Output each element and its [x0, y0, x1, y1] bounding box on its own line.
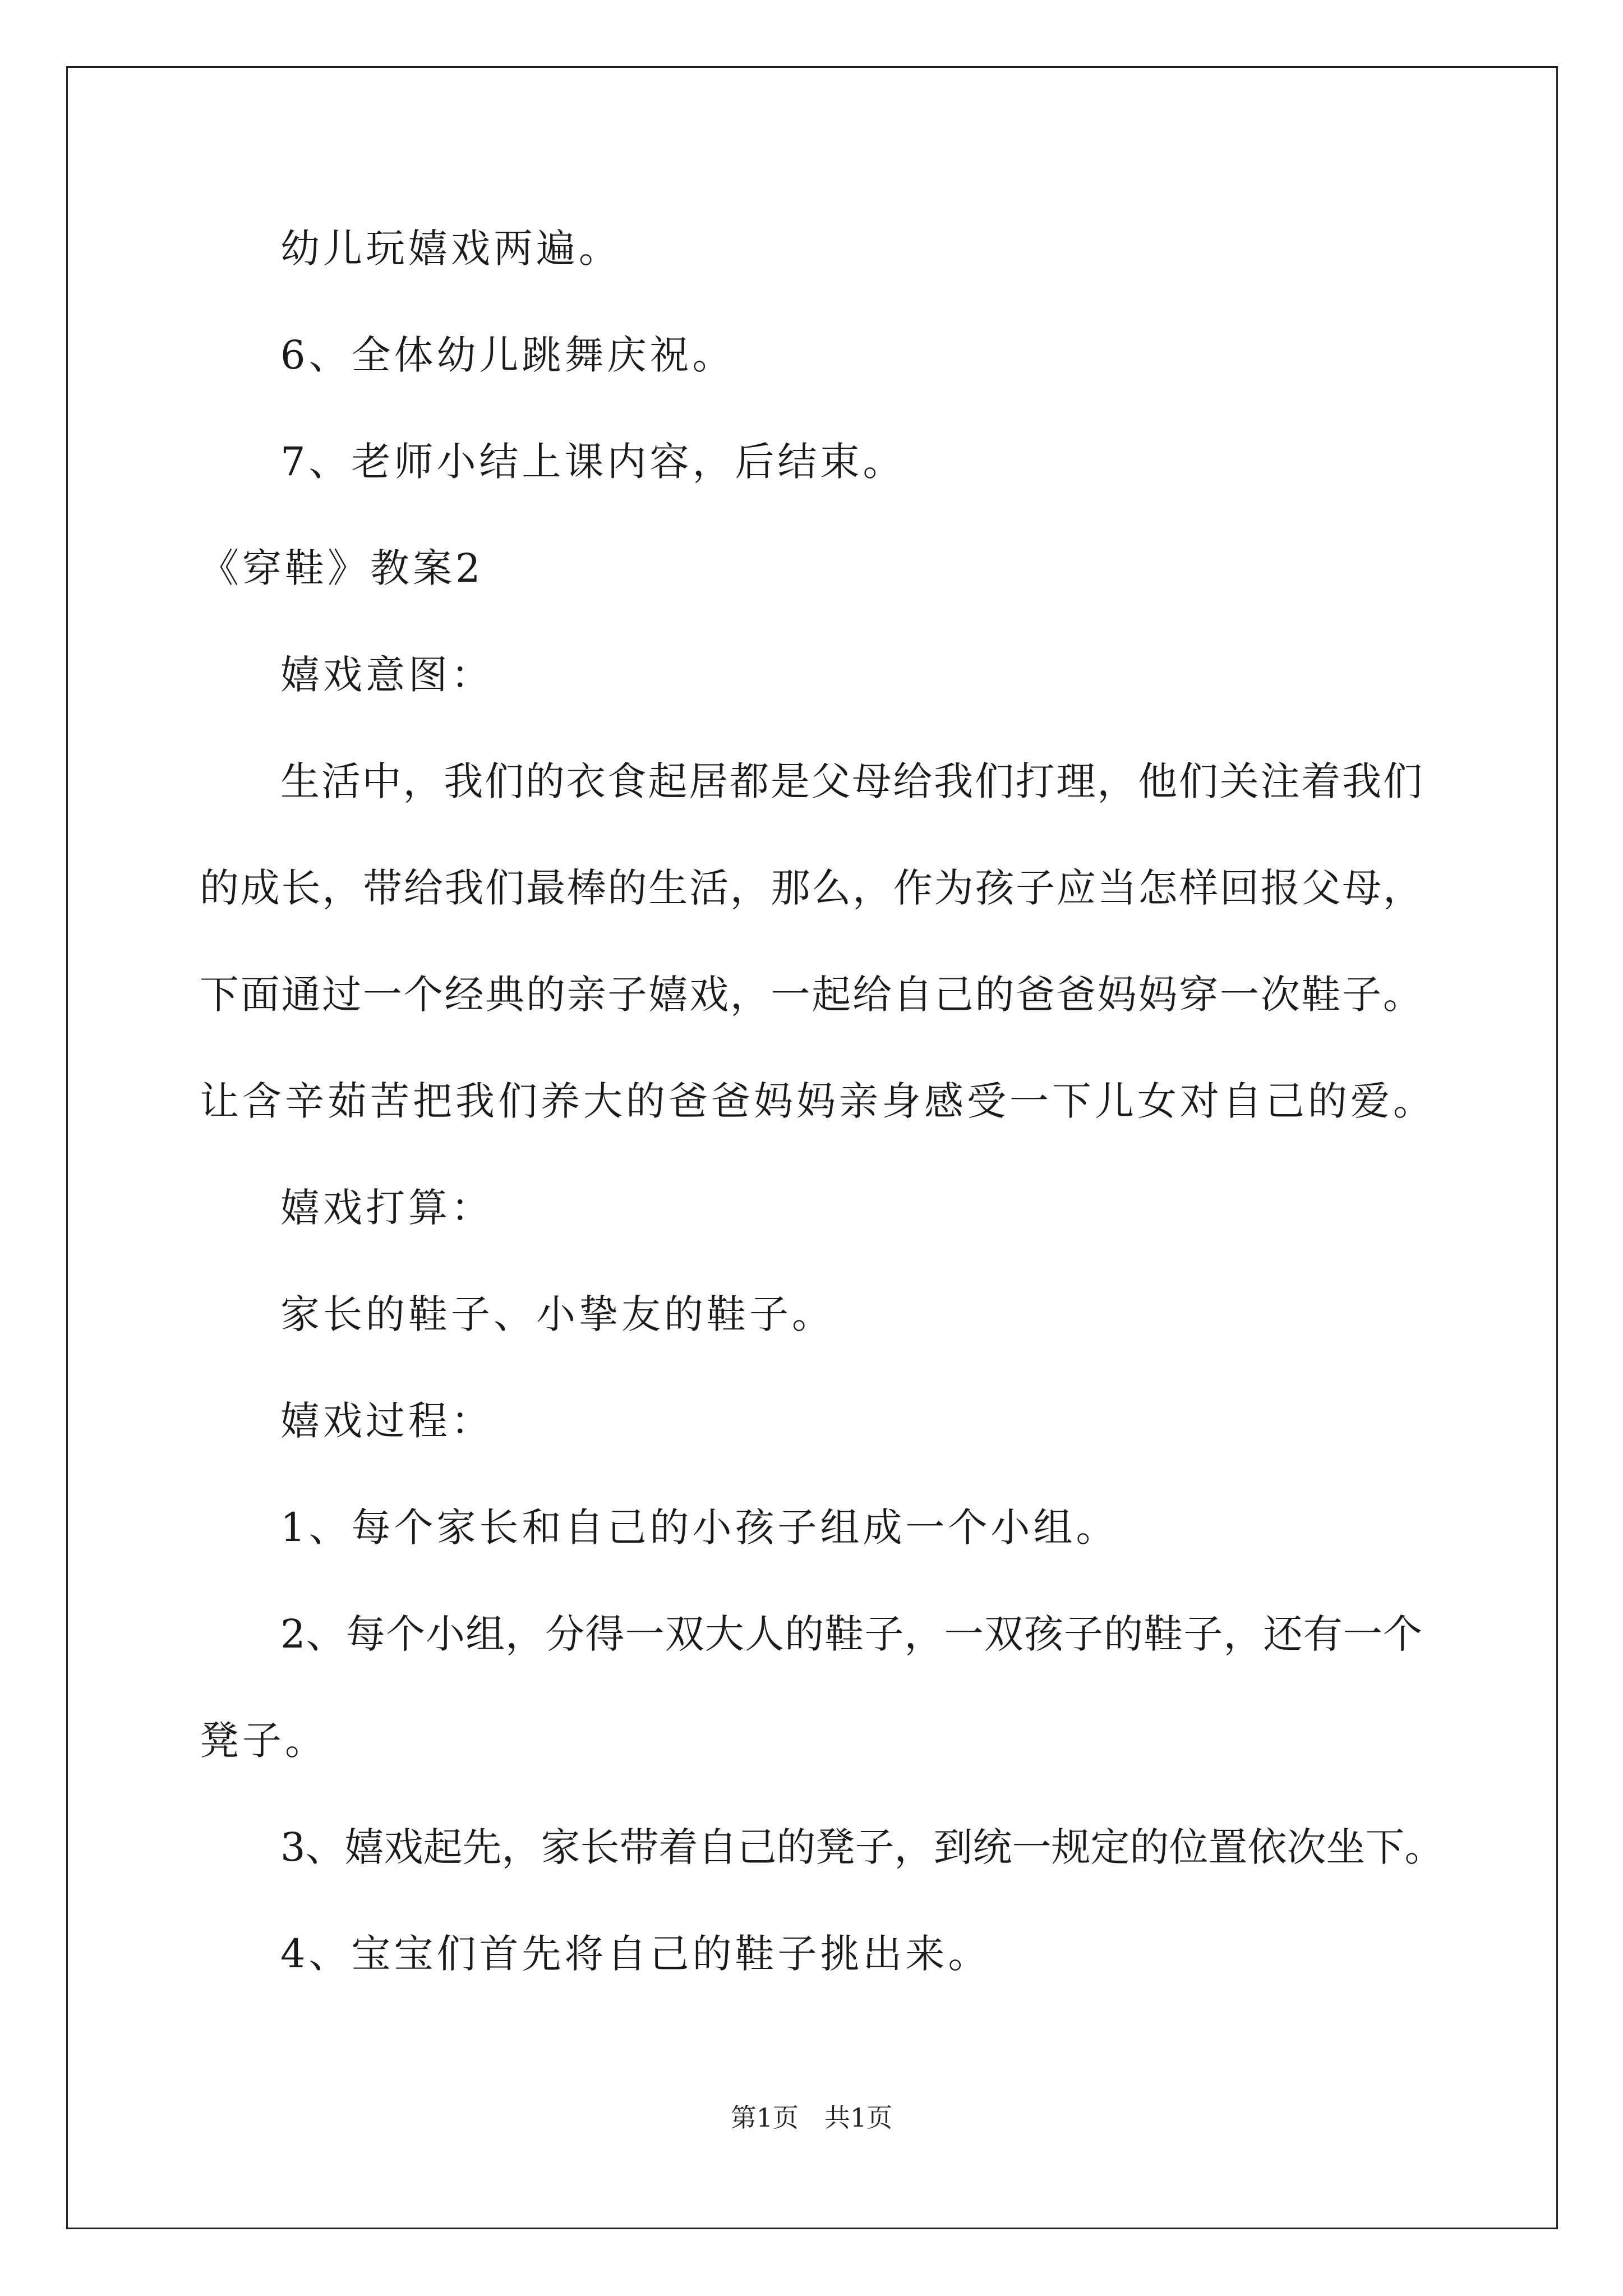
paragraph-line: 嬉戏意图： — [280, 652, 494, 698]
paragraph-line: 幼儿玩嬉戏两遍。 — [280, 226, 621, 272]
paragraph-line: 下面通过一个经典的亲子嬉戏，一起给自己的爸爸妈妈穿一次鞋子。 — [200, 972, 1422, 1018]
paragraph-line: 嬉戏打算： — [280, 1185, 494, 1231]
paragraph-line: 4、宝宝们首先将自己的鞋子挑出来。 — [280, 1931, 991, 1977]
paragraph-line: 2、每个小组，分得一双大人的鞋子，一双孩子的鞋子，还有一个 — [280, 1611, 1422, 1657]
paragraph-line: 3、嬉戏起先，家长带着自己的凳子，到统一规定的位置依次坐下。 — [280, 1824, 1444, 1870]
section-heading: 《穿鞋》教案2 — [200, 545, 484, 591]
paragraph-line: 让含辛茹苦把我们养大的爸爸妈妈亲身感受一下儿女对自己的爱。 — [200, 1078, 1436, 1124]
paragraph-line: 家长的鞋子、小挚友的鞋子。 — [280, 1291, 834, 1337]
paragraph-line: 6、全体幼儿跳舞庆祝。 — [280, 332, 735, 378]
page-border — [66, 66, 1558, 2229]
paragraph-line: 的成长，带给我们最棒的生活，那么，作为孩子应当怎样回报父母， — [200, 865, 1422, 911]
paragraph-line: 1、每个家长和自己的小孩子组成一个小组。 — [280, 1504, 1119, 1550]
paragraph-line: 凳子。 — [200, 1718, 328, 1764]
paragraph-line: 嬉戏过程： — [280, 1398, 494, 1444]
paragraph-line: 7、老师小结上课内容，后结束。 — [280, 439, 906, 485]
paragraph-line: 生活中，我们的衣食起居都是父母给我们打理，他们关注着我们 — [280, 758, 1422, 804]
page-footer: 第1页 共1页 — [730, 2102, 893, 2133]
